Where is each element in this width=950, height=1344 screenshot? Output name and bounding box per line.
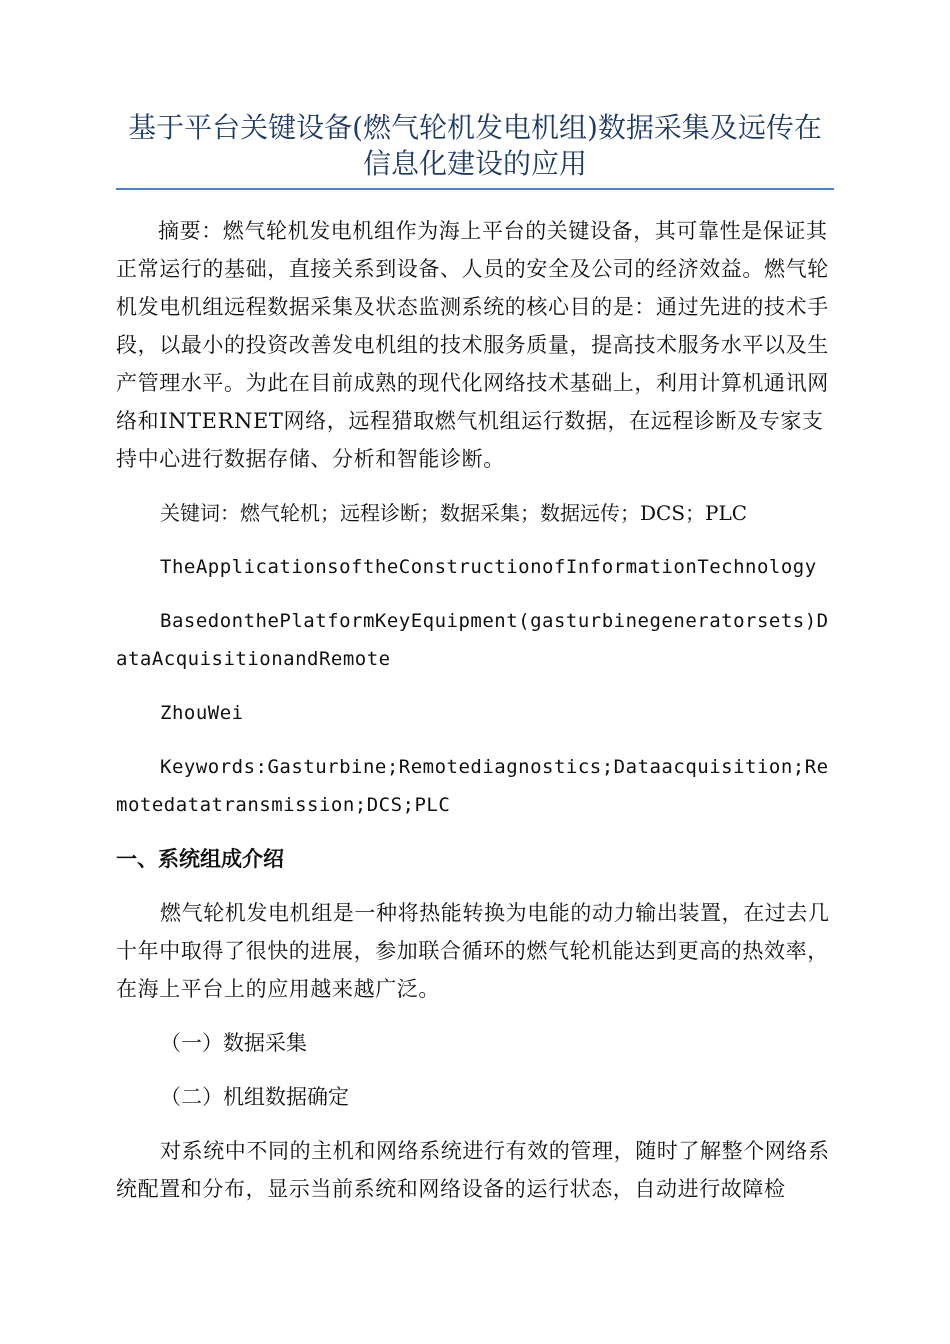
abstract-paragraph: 摘要：燃气轮机发电机组作为海上平台的关键设备，其可靠性是保证其正常运行的基础，直接关系到设备、人员的安全及公司的经济效益。燃气轮机发电机组远程数据采集及状态监测系统的核心目的是：通过先进的技术手段，以最小的投资改善发电机组的技术服务质量，提高技术服务水平以及生产管理水平。为此在目前成熟的现代化网络技术基础上，利用计算机通讯网络和INTERNET网络，远程猎取燃气机组运行数据，在远程诊断及专家支持中心进行数据存储、分析和智能诊断。 bbox=[116, 219, 829, 471]
document-page bbox=[116, 110, 834, 1224]
subheading-unit-data: （二）机组数据确定 bbox=[160, 1085, 349, 1109]
section-heading-system-intro: 一、系统组成介绍 bbox=[116, 847, 284, 871]
keywords-cn: 关键词：燃气轮机；远程诊断；数据采集；数据远传；DCS；PLC bbox=[160, 501, 748, 525]
english-title-line-1: TheApplicationsoftheConstructionofInformationTechnology bbox=[160, 556, 817, 578]
english-title-line-2: BasedonthePlatformKeyEquipment(gasturbinegeneratorsets)DataAcquisitionandRemote bbox=[116, 610, 829, 670]
author-name: ZhouWei bbox=[160, 702, 244, 724]
keywords-en: Keywords:Gasturbine;Remotediagnostics;Dataacquisition;Remotedatatransmission;DCS;PLC bbox=[116, 756, 829, 816]
abstract-spacer bbox=[116, 478, 834, 494]
section-paragraph-network-management: 对系统中不同的主机和网络系统进行有效的管理，随时了解整个网络系统配置和分布，显示当前系统和网络设备的运行状态，自动进行故障检 bbox=[116, 1139, 830, 1201]
title-spacer bbox=[116, 190, 834, 212]
document-title: 基于平台关键设备(燃气轮机发电机组)数据采集及远传在信息化建设的应用 bbox=[116, 110, 834, 190]
subheading-data-acquisition: （一）数据采集 bbox=[160, 1031, 307, 1055]
section-paragraph-gas-turbine: 燃气轮机发电机组是一种将热能转换为电能的动力输出装置，在过去几十年中取得了很快的进展，参加联合循环的燃气轮机能达到更高的热效率，在海上平台上的应用越来越广泛。 bbox=[116, 901, 830, 1001]
